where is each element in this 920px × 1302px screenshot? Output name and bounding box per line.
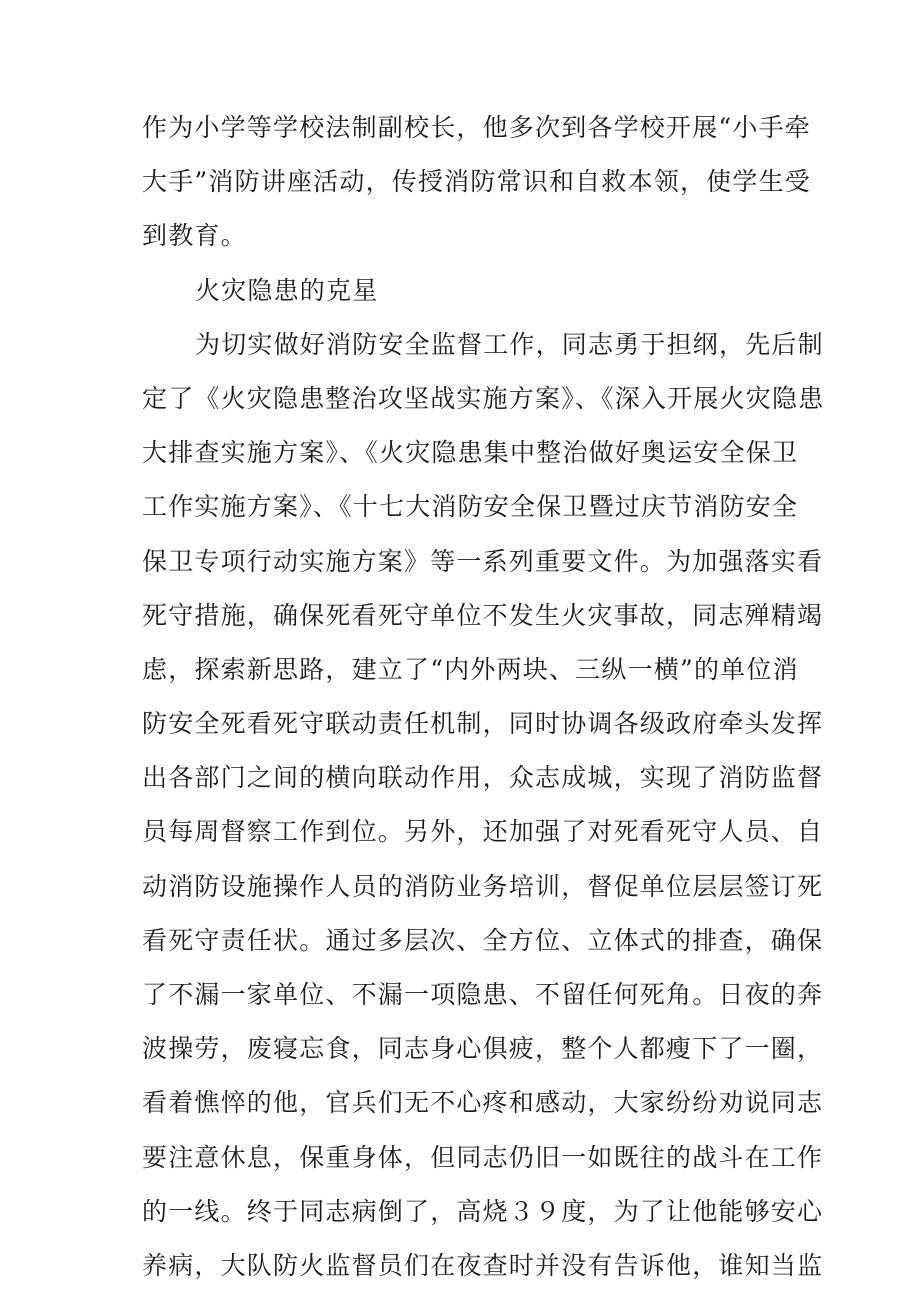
text-line: 动消防设施操作人员的消防业务培训，督促单位层层签订死 [142, 871, 824, 901]
text-line: 防安全死看死守联动责任机制，同时协调各级政府牵头发挥 [142, 709, 824, 739]
text-line: 要注意休息，保重身体，但同志仍旧一如既往的战斗在工作 [142, 1142, 824, 1172]
text-line: 作为小学等学校法制副校长，他多次到各学校开展“小手牵 [142, 113, 811, 142]
text-line: 保卫专项行动实施方案》等一系列重要文件。为加强落实看 [142, 546, 824, 576]
text-line: 员每周督察工作到位。另外，还加强了对死看死守人员、自 [142, 817, 824, 847]
text-line: 定了《火灾隐患整治攻坚战实施方案》、《深入开展火灾隐患 [142, 383, 825, 413]
text-line: 看死守责任状。通过多层次、全方位、立体式的排查，确保 [142, 925, 824, 955]
text-line: 大排查实施方案》、《火灾隐患集中整治做好奥运安全保卫 [142, 438, 799, 468]
section-heading: 火灾隐患的克星 [195, 275, 379, 305]
text-line: 到教育。 [142, 221, 247, 251]
text-line: 养病，大队防火监督员们在夜查时并没有告诉他，谁知当监 [142, 1250, 824, 1280]
text-line: 波操劳，废寝忘食，同志身心俱疲，整个人都瘦下了一圈， [142, 1034, 824, 1064]
text-line: 了不漏一家单位、不漏一项隐患、不留任何死角。日夜的奔 [142, 980, 824, 1009]
text-line: 出各部门之间的横向联动作用，众志成城，实现了消防监督 [142, 763, 824, 793]
text-line: 的一线。终于同志病倒了，高烧３９度，为了让他能够安心 [142, 1196, 824, 1226]
text-line: 大手”消防讲座活动，传授消防常识和自救本领，使学生受 [142, 167, 811, 197]
text-line: 工作实施方案》、《十七大消防安全保卫暨过庆节消防安全 [142, 492, 799, 522]
paragraph-first-line: 为切实做好消防安全监督工作，同志勇于担纲，先后制 [195, 329, 824, 359]
text-line: 死守措施，确保死看死守单位不发生火灾事故，同志殚精竭 [142, 600, 824, 630]
body-text [142, 101, 825, 1293]
text-line: 看着憔悴的他，官兵们无不心疼和感动，大家纷纷劝说同志 [142, 1088, 824, 1118]
text-line: 虑，探索新思路，建立了“内外两块、三纵一横”的单位消 [142, 654, 799, 684]
